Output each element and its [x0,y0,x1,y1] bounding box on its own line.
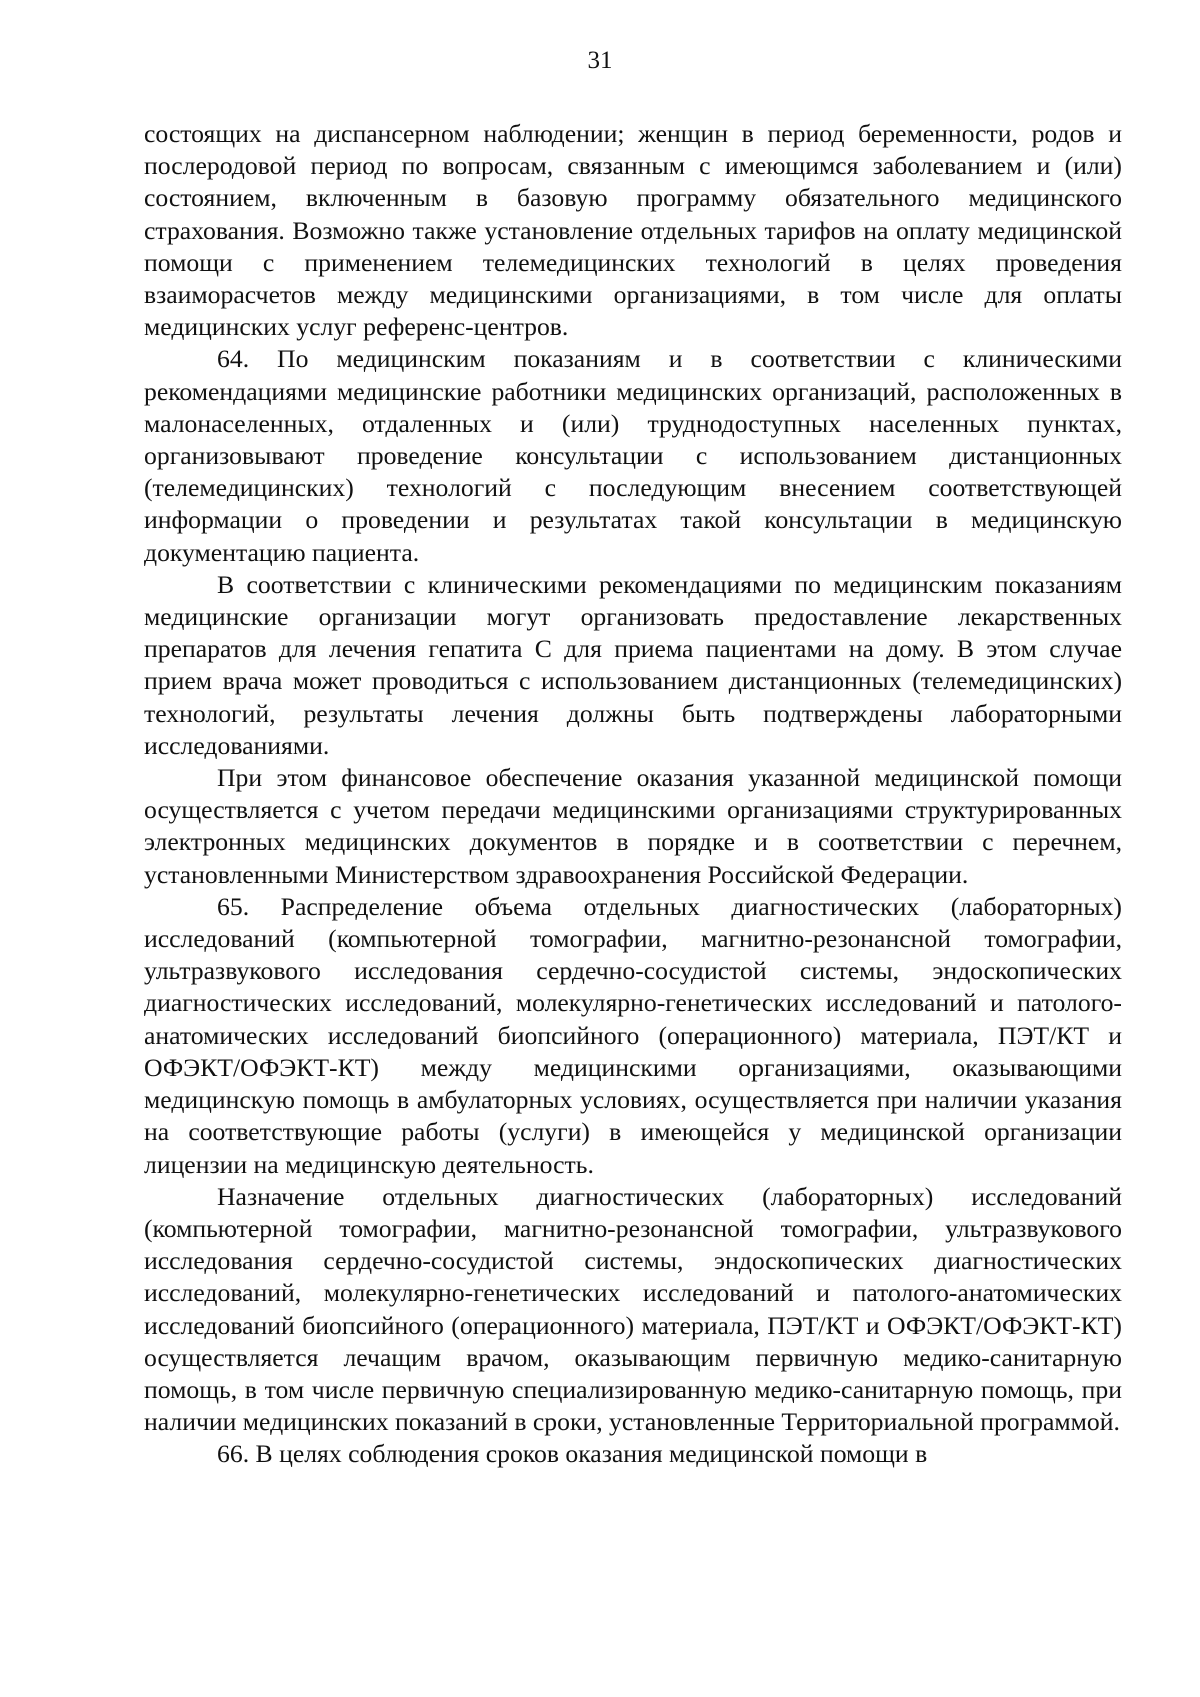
paragraph-financing: При этом финансовое обеспечение оказания указанной медицинской помощи осуществляется с учетом передачи медицинскими организациями структурированных электронных медицинских документов в порядке и в соответствии с перечнем, установленными Министерством здравоохранения Российской Федерации. [144,763,1122,889]
paragraph-item-65: 65. Распределение объема отдельных диагностических (лабораторных) исследований (компьютерной томографии, магнитно-резонансной томографии, ультразвукового исследования сердечно-сосудистой системы, эндоскопических диагностических исследований, молекулярно-генетических исследований и патолого-анатомических исследований биопсийного (операционного) материала, ПЭТ/КТ и ОФЭКТ/ОФЭКТ-КТ) между медицинскими организациями, оказывающими медицинскую помощь в амбулаторных условиях, осуществляется при наличии указания на соответствующие работы (услуги) в имеющейся у медицинской организации лицензии на медицинскую деятельность. [144,891,1122,1179]
paragraph-diagnostics-assignment: Назначение отдельных диагностических (лабораторных) исследований (компьютерной томографии, магнитно-резонансной томографии, ультразвукового исследования сердечно-сосудистой системы, эндоскопических диагностических исследований, молекулярно-генетических исследований и патолого-анатомических исследований биопсийного (операционного) материала, ПЭТ/КТ и ОФЭКТ/ОФЭКТ-КТ) осуществляется лечащим врачом, оказывающим первичную медико-санитарную помощь, в том числе первичную специализированную медико-санитарную помощь, при наличии медицинских показаний в сроки, установленные Территориальной программой. [144,1181,1122,1437]
page-number: 31 [587,47,613,74]
paragraph-continuation: состоящих на диспансерном наблюдении; женщин в период беременности, родов и послеродовой период по вопросам, связанным с имеющимся заболеванием и (или) состоянием, включенным в базовую программу обязательного медицинского страхования. Возможно также установление отдельных тарифов на оплату медицинской помощи с применением телемедицинских технологий в целях проведения взаиморасчетов между медицинскими организациями, в том числе для оплаты медицинских услуг референс-центров. [144,119,1122,342]
paragraph-item-66: 66. В целях соблюдения сроков оказания медицинской помощи в [217,1439,928,1469]
paragraph-item-64: 64. По медицинским показаниям и в соответствии с клиническими рекомендациями медицинские работники медицинских организаций, расположенных в малонаселенных, отдаленных и (или) труднодоступных населенных пунктах, организовывают проведение консультации с использованием дистанционных (телемедицинских) технологий с последующим внесением соответствующей информации о проведении и результатах такой консультации в медицинскую документацию пациента. [144,344,1122,567]
paragraph-hepatitis-c: В соответствии с клиническими рекомендациями по медицинским показаниям медицинские организации могут организовать предоставление лекарственных препаратов для лечения гепатита С для приема пациентами на дому. В этом случае прием врача может проводиться с использованием дистанционных (телемедицинских) технологий, результаты лечения должны быть подтверждены лабораторными исследованиями. [144,569,1122,760]
document-body [144,118,1122,1471]
